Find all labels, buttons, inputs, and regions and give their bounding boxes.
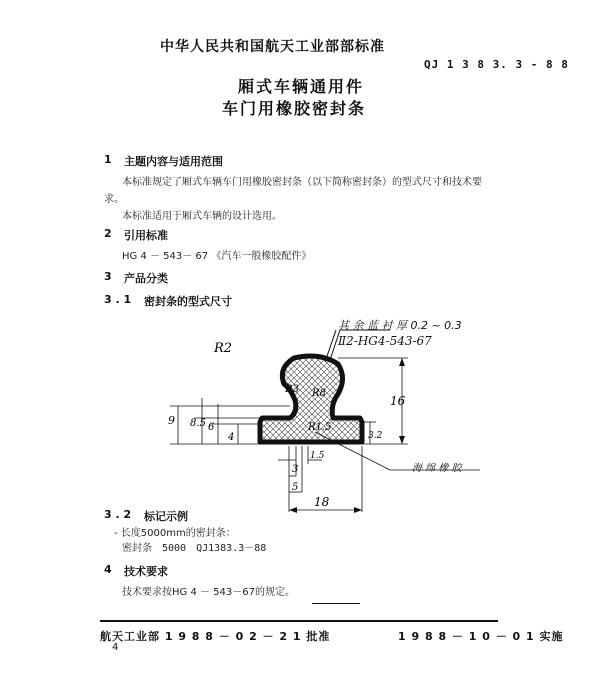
section-3-2-title: 标记示例	[144, 510, 188, 523]
section-1-number: 1	[104, 153, 112, 166]
section-3-2-number: 3 . 2	[104, 508, 132, 521]
section-3-1-number: 3 . 1	[104, 293, 132, 306]
section-1-para-1-cont: 求。	[104, 194, 124, 205]
example-text: 长度5000mm的密封条：	[120, 528, 236, 539]
note-sponge-rubber: 海 绵 橡 胶	[412, 463, 462, 474]
dim-6: 6	[208, 422, 215, 433]
approval-date: 航天工业部 1 9 8 8 － 0 2 － 2 1 批准	[100, 630, 331, 643]
title-line-2: 车门用橡胶密封条	[222, 99, 367, 118]
page-number: 4	[112, 642, 119, 653]
dim-4: 4	[228, 432, 235, 443]
dim-r2: R2	[214, 341, 233, 356]
section-1-title: 主题内容与适用范围	[124, 155, 223, 168]
seal-strip-drawing	[150, 300, 510, 522]
section-3-title: 产品分类	[124, 272, 168, 285]
dim-1-5: 1.5	[310, 451, 325, 461]
dim-3-2: 3.2	[368, 431, 383, 441]
section-divider	[312, 603, 360, 604]
technical-requirement-text: 技术要求按HG 4 － 543－67的规定。	[122, 587, 295, 598]
section-1-para-1: 本标准规定了厢式车辆车门用橡胶密封条（以下简称密封条）的型式尺寸和技术要	[122, 177, 482, 188]
section-2-number: 2	[104, 227, 112, 240]
dim-5: 5	[292, 482, 299, 493]
example-marking: 密封条 5000 QJ1383.3－88	[122, 543, 267, 554]
section-3-1-title: 密封条的型式尺寸	[144, 295, 232, 308]
dim-r1-5: R1.5	[308, 422, 332, 433]
implementation-date: 1 9 8 8 － 1 0 － 0 1 实施	[398, 630, 564, 643]
note-material-standard: Ⅱ2-HG4-543-67	[338, 334, 432, 348]
dim-r3: R3	[285, 384, 299, 395]
title-line-1: 厢式车辆通用件	[238, 77, 365, 96]
issuing-authority: 中华人民共和国航天工业部部标准	[160, 39, 385, 55]
section-1-para-2: 本标准适用于厢式车辆的设计选用。	[122, 211, 282, 222]
footer-rule	[100, 620, 498, 622]
dim-16: 16	[390, 394, 406, 408]
example-description: - 长度5000mm的密封条：	[114, 528, 236, 539]
dim-9: 9	[168, 414, 175, 427]
dim-18: 18	[314, 495, 330, 509]
dim-3: 3	[292, 464, 299, 475]
note-inner-lining: 其 余 蓝 衬 厚 0.2 ~ 0.3	[338, 319, 462, 332]
standard-number: QJ 1 3 8 3. 3 - 8 8	[424, 58, 569, 71]
dim-r8: R8	[312, 388, 326, 399]
section-4-number: 4	[104, 563, 112, 576]
section-4-title: 技术要求	[124, 565, 168, 578]
dim-8-5: 8.5	[190, 418, 206, 429]
reference-standard: HG 4 － 543－ 67 《汽车一般橡胶配件》	[122, 251, 312, 262]
section-3-number: 3	[104, 270, 112, 283]
section-2-title: 引用标准	[124, 229, 168, 242]
